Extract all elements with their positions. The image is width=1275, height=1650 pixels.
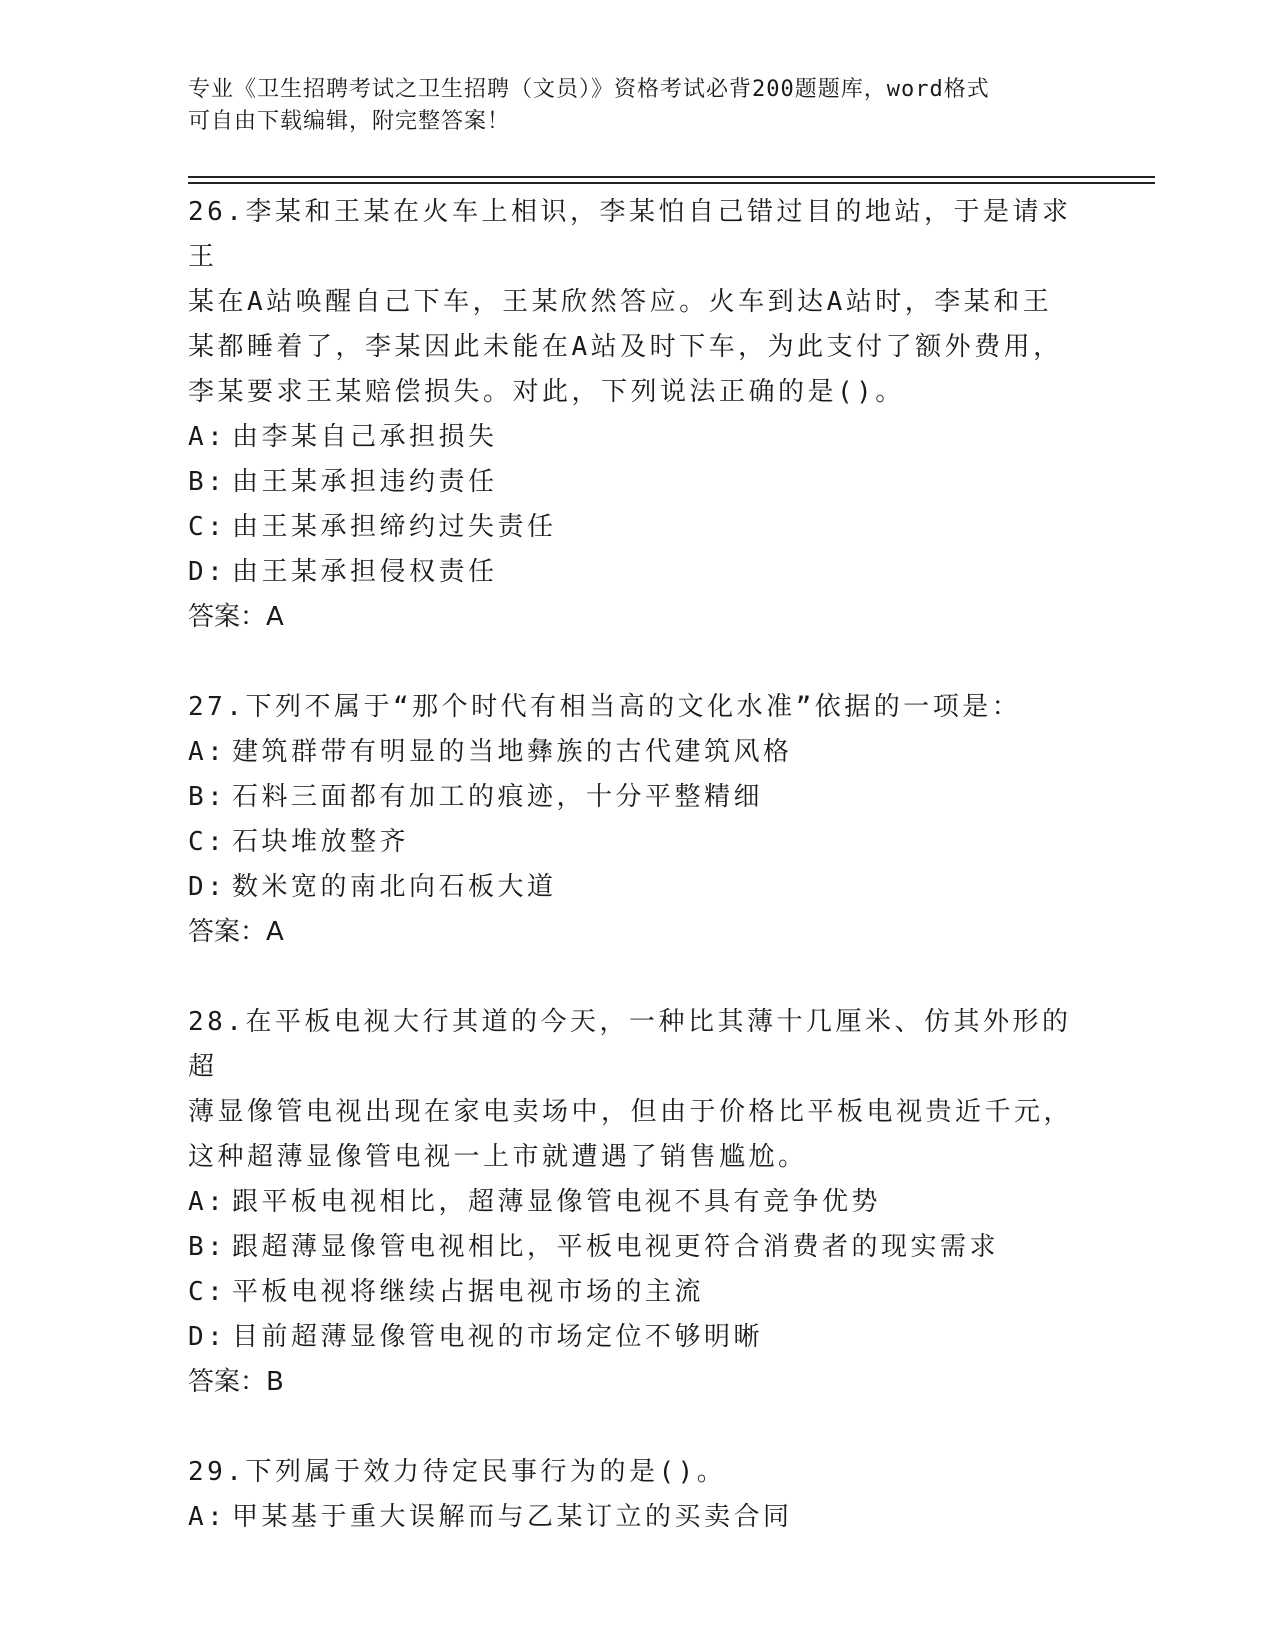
option-key: D:: [188, 557, 227, 587]
option-text: 由王某承担缔约过失责任: [232, 512, 557, 542]
header-line-1: 专业《卫生招聘考试之卫生招聘（文员）》资格考试必背200题题库，word格式: [188, 77, 990, 102]
answer-line: 答案：A: [188, 917, 284, 947]
question-stem-line: 29.下列属于效力待定民事行为的是()。: [188, 1457, 727, 1487]
question-list: [188, 190, 1088, 1540]
option-key: B:: [188, 1232, 227, 1262]
option-text: 石料三面都有加工的痕迹，十分平整精细: [232, 782, 764, 812]
header-divider-bottom: [188, 182, 1155, 184]
option-c: [188, 505, 1088, 550]
option-text: 由王某承担侵权责任: [232, 557, 498, 587]
option-d: [188, 865, 1088, 910]
option-key: C:: [188, 827, 227, 857]
option-text: 跟超薄显像管电视相比，平板电视更符合消费者的现实需求: [232, 1232, 1000, 1262]
option-key: B:: [188, 782, 227, 812]
spacer: [188, 640, 1088, 685]
question-stem-line: 27.下列不属于“那个时代有相当高的文化水准”依据的一项是：: [188, 692, 1022, 722]
option-key: D:: [188, 1322, 227, 1352]
option-key: C:: [188, 512, 227, 542]
option-text: 数米宽的南北向石板大道: [232, 872, 557, 902]
question-29: [188, 1450, 1088, 1540]
option-key: A:: [188, 737, 227, 767]
spacer: [188, 955, 1088, 1000]
spacer: [188, 1405, 1088, 1450]
question-28: [188, 1000, 1088, 1405]
option-text: 甲某基于重大误解而与乙某订立的买卖合同: [232, 1502, 793, 1532]
question-stem-line: 这种超薄显像管电视一上市就遭遇了销售尴尬。: [188, 1142, 808, 1172]
option-key: D:: [188, 872, 227, 902]
document-header: [188, 74, 1088, 138]
answer-line: 答案：B: [188, 1367, 284, 1397]
option-a: [188, 1180, 1088, 1225]
option-text: 建筑群带有明显的当地彝族的古代建筑风格: [232, 737, 793, 767]
option-d: [188, 1315, 1088, 1360]
option-text: 目前超薄显像管电视的市场定位不够明晰: [232, 1322, 764, 1352]
question-stem-line: 薄显像管电视出现在家电卖场中，但由于价格比平板电视贵近千元，: [188, 1097, 1074, 1127]
option-d: [188, 550, 1088, 595]
header-line-2: 可自由下载编辑，附完整答案！: [188, 109, 511, 134]
option-b: [188, 460, 1088, 505]
option-text: 平板电视将继续占据电视市场的主流: [232, 1277, 705, 1307]
option-text: 由王某承担违约责任: [232, 467, 498, 497]
option-key: C:: [188, 1277, 227, 1307]
question-27: [188, 685, 1088, 955]
option-a: [188, 1495, 1088, 1540]
question-stem-line: 26.李某和王某在火车上相识，李某怕自己错过目的地站，于是请求王: [188, 197, 1072, 272]
header-divider-top: [188, 176, 1155, 178]
question-stem-line: 某在A站唤醒自己下车，王某欣然答应。火车到达A站时，李某和王: [188, 287, 1053, 317]
question-stem-line: 李某要求王某赔偿损失。对此，下列说法正确的是()。: [188, 377, 905, 407]
option-key: A:: [188, 422, 227, 452]
option-text: 跟平板电视相比，超薄显像管电视不具有竞争优势: [232, 1187, 882, 1217]
option-key: B:: [188, 467, 227, 497]
question-stem-line: 28.在平板电视大行其道的今天，一种比其薄十几厘米、仿其外形的超: [188, 1007, 1072, 1082]
option-b: [188, 1225, 1088, 1270]
option-key: A:: [188, 1187, 227, 1217]
question-26: [188, 190, 1088, 640]
option-text: 石块堆放整齐: [232, 827, 410, 857]
option-text: 由李某自己承担损失: [232, 422, 498, 452]
option-a: [188, 415, 1088, 460]
option-c: [188, 820, 1088, 865]
option-c: [188, 1270, 1088, 1315]
answer-line: 答案：A: [188, 602, 284, 632]
option-a: [188, 730, 1088, 775]
option-b: [188, 775, 1088, 820]
question-stem-line: 某都睡着了，李某因此未能在A站及时下车，为此支付了额外费用，: [188, 332, 1063, 362]
option-key: A:: [188, 1502, 227, 1532]
